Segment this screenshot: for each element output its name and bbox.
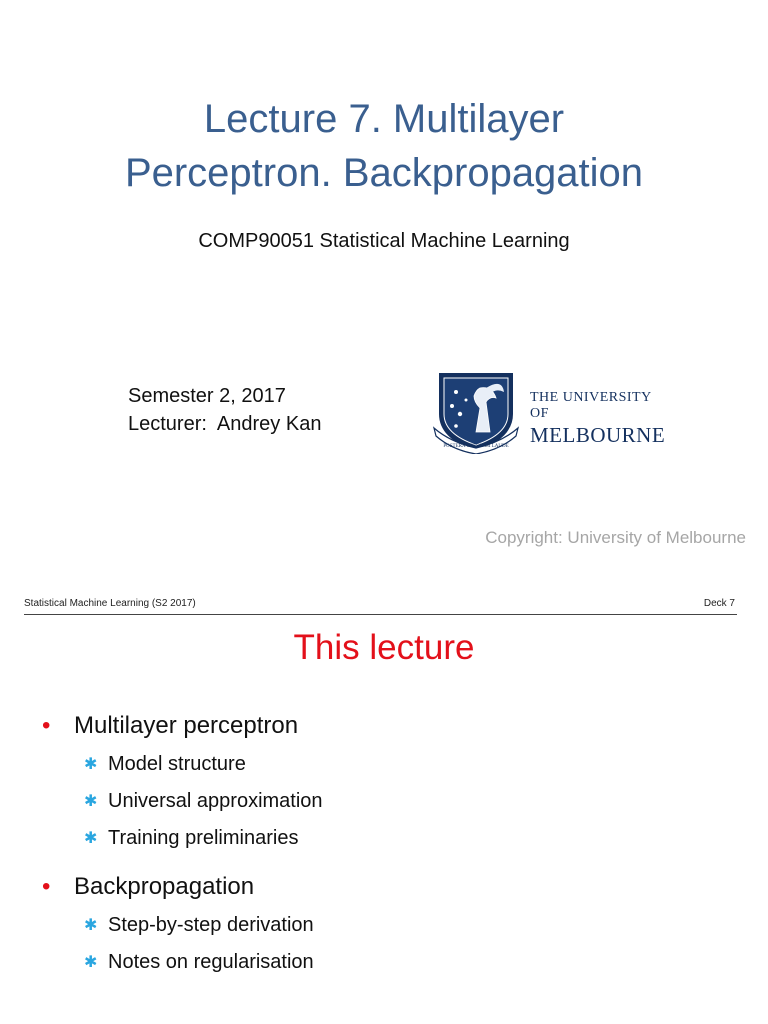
bullet-dot-icon: • <box>42 873 51 900</box>
sub-bullet-label: Model structure <box>108 753 246 775</box>
sub-bullet-item <box>84 783 732 820</box>
crest-motto: POSTERA CRESCAM LAUDE <box>443 444 509 449</box>
bullet-item <box>42 871 732 903</box>
bullet-list <box>42 710 732 981</box>
asterisk-icon: ✱ <box>84 830 98 847</box>
bullet-group-multilayer <box>42 710 732 857</box>
agenda-slide <box>0 576 768 1024</box>
university-name-line-2: MELBOURNE <box>530 423 666 447</box>
bullet-item <box>42 710 732 742</box>
university-name-line-1: THE UNIVERSITY OF <box>530 390 652 421</box>
university-crest-icon <box>430 368 522 454</box>
bullet-group-backprop <box>42 871 732 981</box>
university-name <box>530 390 670 448</box>
sub-bullet-label: Universal approximation <box>108 790 323 812</box>
sub-bullet-label: Step-by-step derivation <box>108 914 314 936</box>
course-header: Statistical Machine Learning (S2 2017) <box>24 598 196 609</box>
lecture-title <box>60 92 708 200</box>
slide-heading: This lecture <box>293 628 475 667</box>
sub-bullet-item <box>84 746 732 783</box>
sub-bullet-label: Training preliminaries <box>108 827 299 849</box>
asterisk-icon: ✱ <box>84 793 98 810</box>
course-subtitle: COMP90051 Statistical Machine Learning <box>198 230 570 252</box>
bullet-dot-icon: • <box>42 712 51 739</box>
slide-header <box>24 596 737 615</box>
lecturer-text: Lecturer: Andrey Kan <box>128 413 322 435</box>
semester-text: Semester 2, 2017 <box>128 385 286 407</box>
deck-number: Deck 7 <box>703 598 735 609</box>
sub-bullet-list <box>42 907 732 981</box>
sub-bullet-item <box>84 907 732 944</box>
bullet-label: Multilayer perceptron <box>74 712 299 739</box>
copyright-text: Copyright: University of Melbourne <box>485 528 746 547</box>
sub-bullet-item <box>84 944 732 981</box>
bullet-label: Backpropagation <box>74 873 255 900</box>
lecture-meta <box>128 382 321 438</box>
sub-bullet-label: Notes on regularisation <box>108 951 314 973</box>
sub-bullet-list <box>42 746 732 857</box>
university-logo <box>430 368 670 454</box>
asterisk-icon: ✱ <box>84 756 98 773</box>
title-line-2: Perceptron. Backpropagation <box>124 151 644 195</box>
title-line-1: Lecture 7. Multilayer <box>203 97 565 141</box>
sub-bullet-item <box>84 820 732 857</box>
asterisk-icon: ✱ <box>84 917 98 934</box>
asterisk-icon: ✱ <box>84 954 98 971</box>
